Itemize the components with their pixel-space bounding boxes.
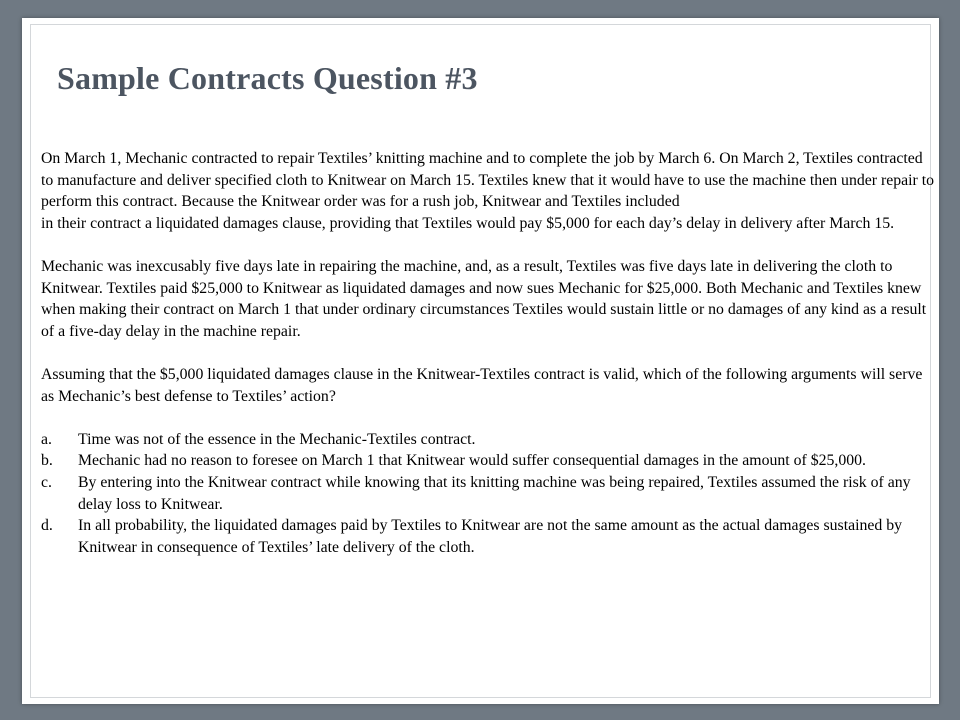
paragraph-gap (41, 342, 937, 364)
fact-paragraph-2: in their contract a liquidated damages clause, providing that Textiles would pay $5,000 for each day’s delay in delivery after March 15. (41, 214, 895, 232)
option-letter: a. (41, 430, 52, 448)
slide-title: Sample Contracts Question #3 (57, 60, 478, 96)
paragraph-gap (41, 234, 937, 256)
option-text: Time was not of the essence in the Mechanic-Textiles contract. (78, 430, 476, 448)
answer-option-b (41, 450, 937, 472)
fact-paragraph-3: Mechanic was inexcusably five days late in repairing the machine, and, as a result, Textiles was five days late in delivering the cloth to Knitwear. Textiles paid $25,000 to Knitwear as liquidated damages and now sues Mechanic for $25,000. Both Mechanic and Textiles knew when making their contract on March 1 that under ordinary circumstances Textiles would sustain little or no damages of any kind as a result of a five-day delay in the machine repair. (41, 257, 927, 340)
option-letter: c. (41, 473, 52, 491)
option-text: Mechanic had no reason to foresee on March 1 that Knitwear would suffer consequential damages in the amount of $25,000. (78, 452, 867, 470)
question-body (41, 148, 937, 558)
paragraph-gap (41, 407, 937, 429)
answer-options (41, 429, 937, 559)
option-letter: d. (41, 517, 53, 535)
option-letter: b. (41, 452, 53, 470)
option-text: In all probability, the liquidated damages paid by Textiles to Knitwear are not the same amount as the actual damages sustained by Knitwear in consequence of Textiles’ late delivery of the cloth. (78, 517, 903, 556)
answer-option-d (41, 515, 937, 558)
slide (22, 18, 939, 704)
question-stem: Assuming that the $5,000 liquidated damages clause in the Knitwear-Textiles contract is valid, which of the following arguments will serve as Mechanic’s best defense to Textiles’ action? (41, 365, 923, 405)
answer-option-c (41, 472, 937, 515)
option-text: By entering into the Knitwear contract while knowing that its knitting machine was being repaired, Textiles assumed the risk of any delay loss to Knitwear. (78, 473, 911, 513)
answer-option-a (41, 429, 937, 451)
fact-paragraph-1: On March 1, Mechanic contracted to repair Textiles’ knitting machine and to complete the job by March 6. On March 2, Textiles contracted to manufacture and deliver specified cloth to Knitwear on March 15. Textiles knew that it would have to use the machine then under repair to perform this contract. Because the Knitwear order was for a rush job, Knitwear and Textiles included (41, 150, 935, 211)
